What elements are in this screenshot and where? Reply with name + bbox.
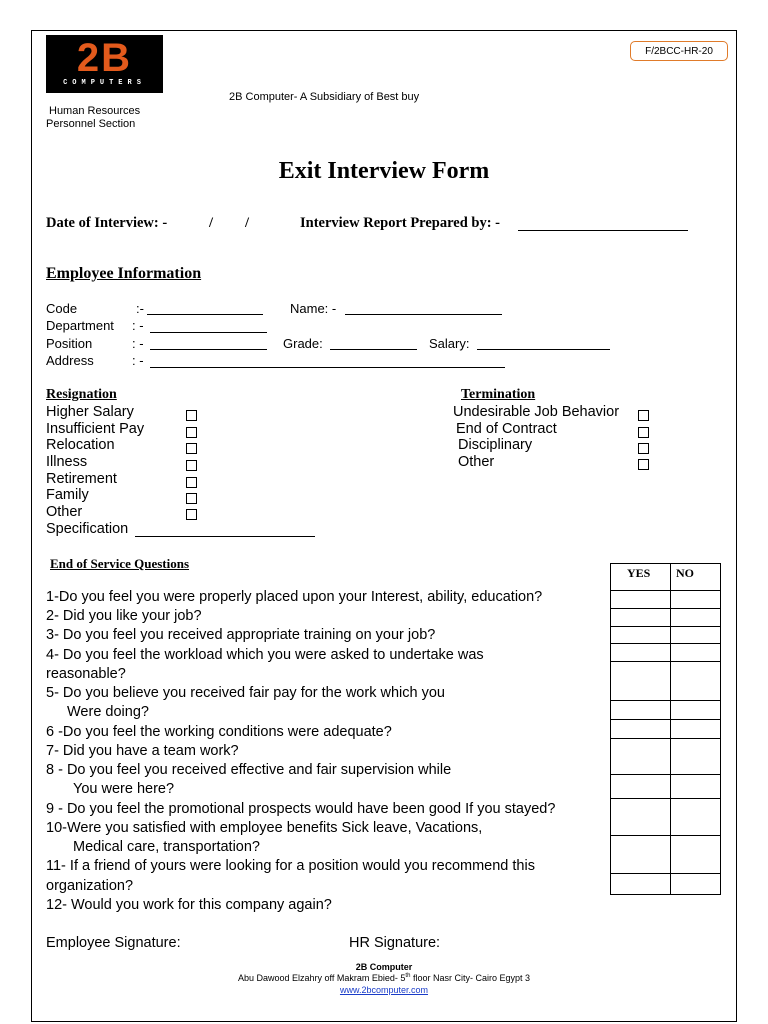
resignation-item: Relocation [46,437,115,453]
question-line: 6 -Do you feel the working conditions were adequate? [46,724,392,740]
resignation-item: Other [46,504,83,520]
footer-website-link[interactable]: www.2bcomputer.com [339,985,429,995]
termination-checkbox[interactable] [638,410,649,421]
date-slash-2: / [245,215,250,231]
date-slash-1: / [209,215,214,231]
footer-address-sup: th [405,973,411,979]
service-questions-heading: End of Service Questions [50,556,190,571]
logo-mark: 2B [76,36,133,80]
name-field[interactable] [345,302,502,315]
salary-label: Salary: [429,336,470,351]
position-separator: : - [132,336,144,351]
question-line: 1-Do you feel you were properly placed upon your Interest, ability, education? [46,589,543,605]
termination-heading: Termination [461,387,536,402]
termination-item: Other [458,454,495,470]
resignation-checkbox[interactable] [186,477,197,488]
question-line: 4- Do you feel the workload which you were asked to undertake was [46,647,484,663]
department-label: Department [46,318,114,333]
name-label: Name: - [290,301,337,316]
subsidiary-text: 2B Computer- A Subsidiary of Best buy [229,91,420,103]
footer-address-main: Abu Dawood Elzahry off Makram Ebied- 5 [238,973,406,983]
position-label: Position [46,336,93,351]
resignation-item: Illness [46,454,88,470]
resignation-checkbox[interactable] [186,443,197,454]
yes-column-header: YES [627,566,651,580]
employee-info-heading: Employee Information [46,265,202,282]
resignation-item: Insufficient Pay [46,421,145,437]
logo-subtext: COMPUTERS [63,79,146,87]
question-line: 3- Do you feel you received appropriate training on your job? [46,627,436,643]
question-line: 9 - Do you feel the promotional prospects would have been good If you stayed? [46,801,556,817]
resignation-checkbox[interactable] [186,410,197,421]
termination-checkbox[interactable] [638,427,649,438]
termination-checkbox[interactable] [638,459,649,470]
grid-row-line [611,590,720,591]
grade-label: Grade: [283,336,323,351]
grid-row-line [611,798,720,799]
footer-company: 2B Computer [355,962,413,972]
termination-item: Disciplinary [458,437,533,453]
company-logo [46,35,163,93]
termination-item: End of Contract [456,421,557,437]
resignation-checkbox[interactable] [186,493,197,504]
resignation-checkbox[interactable] [186,427,197,438]
resignation-item: Retirement [46,471,117,487]
grid-row-line [611,774,720,775]
prepared-by-label: Interview Report Prepared by: - [300,215,501,231]
question-line: 5- Do you believe you received fair pay for the work which you [46,685,445,701]
department-field[interactable] [150,320,267,333]
grid-row-line [611,661,720,662]
question-line: reasonable? [46,666,126,682]
no-column-header: NO [676,566,694,580]
grade-field[interactable] [330,337,417,350]
form-code-badge: F/2BCC-HR-20 [630,41,728,61]
grid-row-line [611,643,720,644]
date-of-interview-label: Date of Interview: - [46,215,168,231]
page-title: Exit Interview Form [278,158,490,184]
termination-checkbox[interactable] [638,443,649,454]
prepared-by-field[interactable] [518,218,688,231]
grid-row-line [611,608,720,609]
resignation-checkbox[interactable] [186,460,197,471]
code-label: Code [46,301,78,316]
salary-field[interactable] [477,337,610,350]
resignation-item: Higher Salary [46,404,134,420]
question-line: Were doing? [67,704,149,720]
resignation-item: Family [46,487,89,503]
hr-signature-label: HR Signature: [349,935,441,951]
grid-row-line [611,738,720,739]
yes-no-answer-grid[interactable] [610,563,721,895]
grid-row-line [611,835,720,836]
employee-signature-label: Employee Signature: [46,935,181,951]
question-line: organization? [46,878,134,894]
resignation-checkbox[interactable] [186,509,197,520]
specification-label: Specification [46,521,129,537]
footer-address-end: floor Nasr City- Cairo Egypt 3 [410,973,530,983]
code-separator: :- [136,301,144,316]
question-line: You were here? [73,781,175,797]
address-separator: : - [132,353,144,368]
question-line: 8 - Do you feel you received effective and fair supervision while [46,762,452,778]
question-line: 2- Did you like your job? [46,608,202,624]
grid-row-line [611,626,720,627]
grid-row-line [611,719,720,720]
question-line: Medical care, transportation? [73,839,260,855]
question-line: 11- If a friend of yours were looking for a position would you recommend this [46,858,535,874]
footer-website-row [0,985,768,995]
resignation-heading: Resignation [46,387,117,402]
grid-row-line [611,873,720,874]
question-line: 10-Were you satisfied with employee benefits Sick leave, Vacations, [46,820,483,836]
grid-row-line [611,700,720,701]
question-line: 7- Did you have a team work? [46,743,239,759]
position-field[interactable] [150,337,267,350]
grid-divider [670,564,671,894]
footer-address [0,973,768,983]
address-field[interactable] [150,355,505,368]
termination-item: Undesirable Job Behavior [453,404,620,420]
address-label: Address [46,353,94,368]
specification-field[interactable] [135,524,315,537]
code-field[interactable] [147,302,263,315]
department-line-1: Human Resources [49,105,141,117]
question-line: 12- Would you work for this company again? [46,897,332,913]
department-separator: : - [132,318,144,333]
department-line-2: Personnel Section [46,118,136,130]
